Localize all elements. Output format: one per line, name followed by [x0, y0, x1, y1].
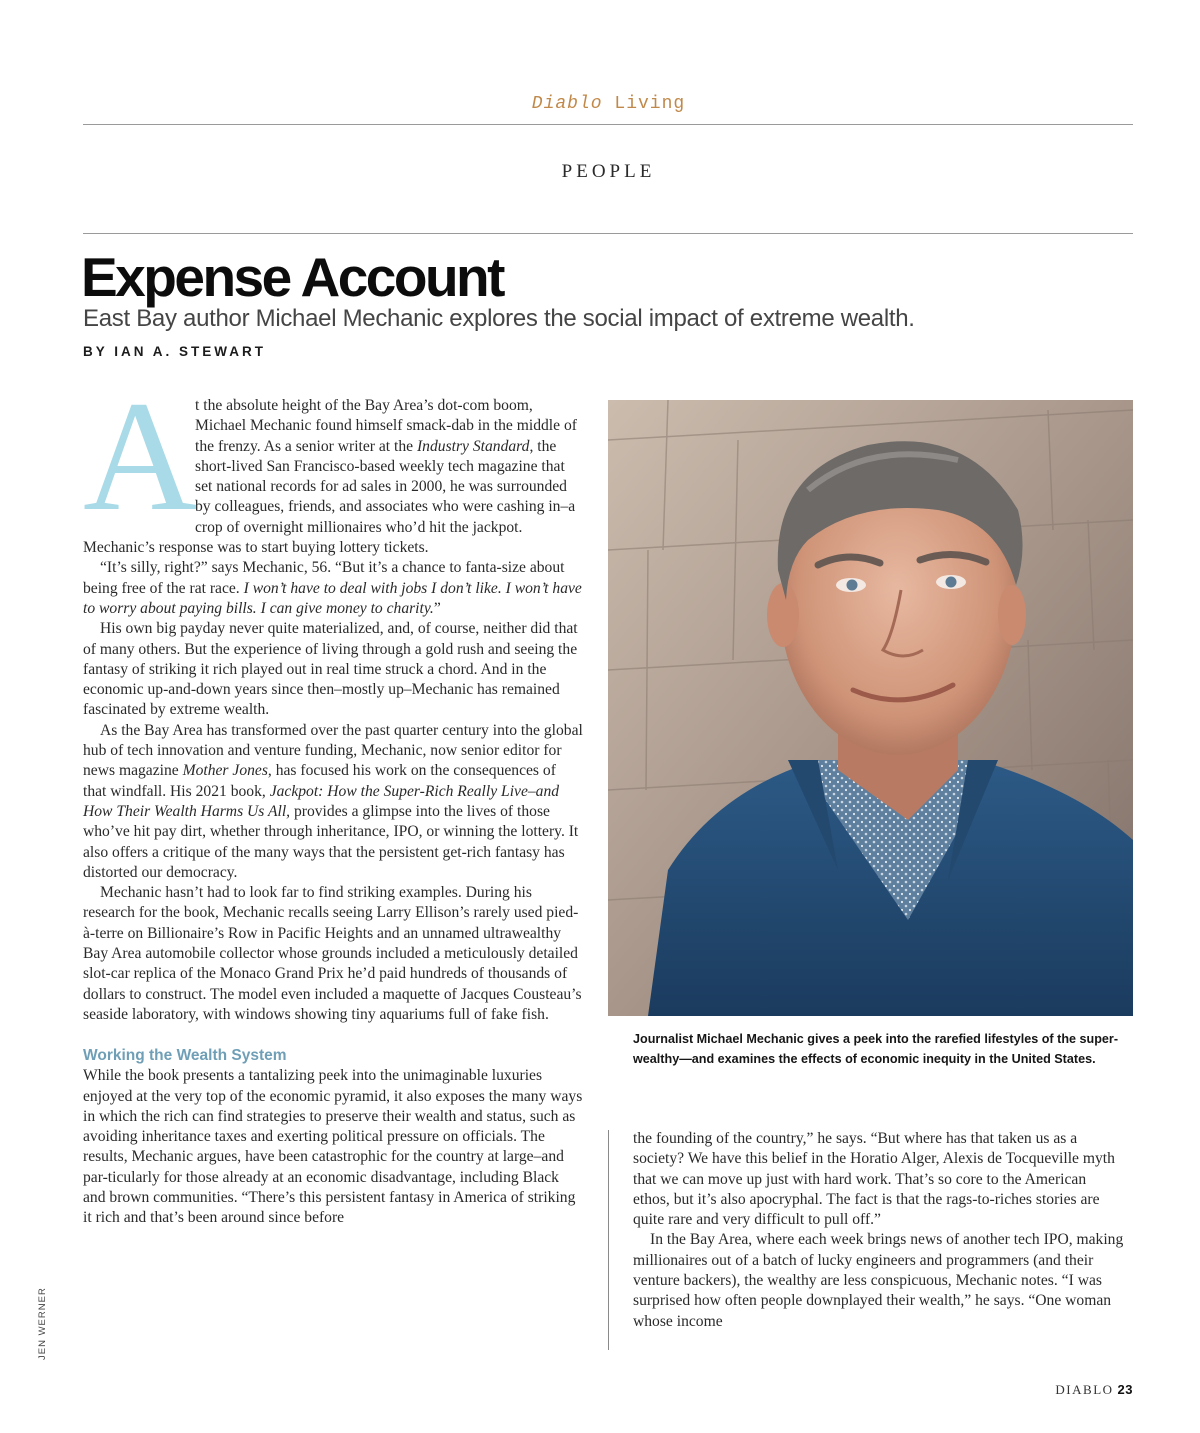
running-head-section: Living [602, 94, 686, 114]
section-divider [83, 233, 1133, 234]
paragraph-5: Mechanic hasn’t had to look far to find striking examples. During his research for the book, Mechanic recalls seeing Larry Ellison’s rarely used pied-à-terre on Billionaire’s Row in Pacific Heights and an unnamed ultrawealthy Bay Area automobile collector whose grounds included a meticulously detailed slot-car replica of the Monaco Grand Prix he’d paid hundreds of thousands of dollars to construct. The model even included a maquette of Jacques Cousteau’s seaside laboratory, with windows showing tiny aquariums full of fake fish. [83, 884, 582, 1023]
running-head-brand: Diablo [531, 94, 603, 114]
paragraph-6: While the book presents a tantalizing peek into the unimaginable luxuries enjoyed at the very top of the economic pyramid, it also exposes the many ways in which the rich can find strategies to preserve their wealth and status, such as avoiding inheritance taxes and exerting political pressure on officials. The results, Mechanic argues, have been catastrophic for the country at large–and par-ticularly for those already at an economic disadvantage, including Black and brown communities. “There’s this persistent fantasy in America of striking it rich and that’s been around since before [83, 1067, 583, 1227]
running-head [0, 94, 1200, 114]
paragraph-1: A t the absolute height of the Bay Area’s dot-com boom, Michael Mechanic found himself smack-dab in the middle of the frenzy. As a senior writer at the Industry Standard, the short-lived San Francisco-based weekly tech magazine that set national records for ad sales in 2000, he was surrounded by colleagues, friends, and associates who were cashing in–a crop of overnight millionaires who’d hit the jackpot. Mechanic’s response was to start buying lottery tickets. [83, 369, 577, 557]
right-column [633, 1129, 1125, 1332]
page-number: 23 [1117, 1382, 1133, 1397]
paragraph-2: “It’s silly, right?” says Mechanic, 56. “But it’s a chance to fanta-size about being free of the rat race. I won’t have to deal with jobs I don’t like. I won’t have to worry about paying bills. I can give money to charity.” [83, 559, 582, 617]
paragraph-4: As the Bay Area has transformed over the past quarter century into the global hub of tech innovation and venture funding, Mechanic, now senior editor for news magazine Mother Jones, has focused his work on the consequences of that windfall. His 2021 book, Jackpot: How the Super-Rich Really Live–and How Their Wealth Harms Us All, provides a glimpse into the lives of those who’ve hit pay dirt, whether through inheritance, IPO, or winning the lottery. It also offers a critique of the many ways that the persistent get-rich fantasy has distorted our democracy. [83, 721, 583, 881]
portrait-photo [608, 400, 1133, 1016]
paragraph-3: His own big payday never quite materialized, and, of course, neither did that of many others. But the experience of living through a gold rush and seeing the fantasy of striking it rich played out in real time struck a chord. And in the economic up-and-down years since then–mostly up–Mechanic has remained fascinated by extreme wealth. [83, 620, 578, 719]
folio [1055, 1382, 1133, 1398]
photo-caption: Journalist Michael Mechanic gives a peek into the rarefied lifestyles of the super-wealthy—and examines the effects of economic inequity in the United States. [633, 1032, 1119, 1066]
portrait-illustration [608, 400, 1133, 1016]
folio-magazine: DIABLO [1055, 1382, 1114, 1397]
headline: Expense Account [81, 246, 503, 308]
left-column [83, 369, 583, 1229]
paragraph-8: In the Bay Area, where each week brings news of another tech IPO, making millionaires out of a batch of lucky engineers and programmers (and their venture backers), the wealthy are less conspicuous, Mechanic notes. “I was surprised how often people downplayed their wealth,” he says. “One woman whose income [633, 1231, 1124, 1330]
dek: East Bay author Michael Mechanic explores the social impact of extreme wealth. [83, 305, 915, 332]
byline: BY IAN A. STEWART [83, 344, 267, 359]
section-label: PEOPLE [561, 161, 656, 182]
subhead: Working the Wealth System [83, 1047, 287, 1065]
top-divider [83, 124, 1133, 125]
column-divider [608, 1130, 609, 1350]
paragraph-7: the founding of the country,” he says. “But where has that taken us as a society? We have this belief in the Horatio Alger, Alexis de Tocqueville myth that we can move up just with hard work. That’s so core to the American ethos, but it’s also apocryphal. The fact is that the rags-to-riches stories are quite rare and very difficult to pull off.” [633, 1130, 1115, 1229]
drop-cap: A [83, 369, 198, 544]
photo-credit: JEN WERNER [37, 1287, 48, 1360]
